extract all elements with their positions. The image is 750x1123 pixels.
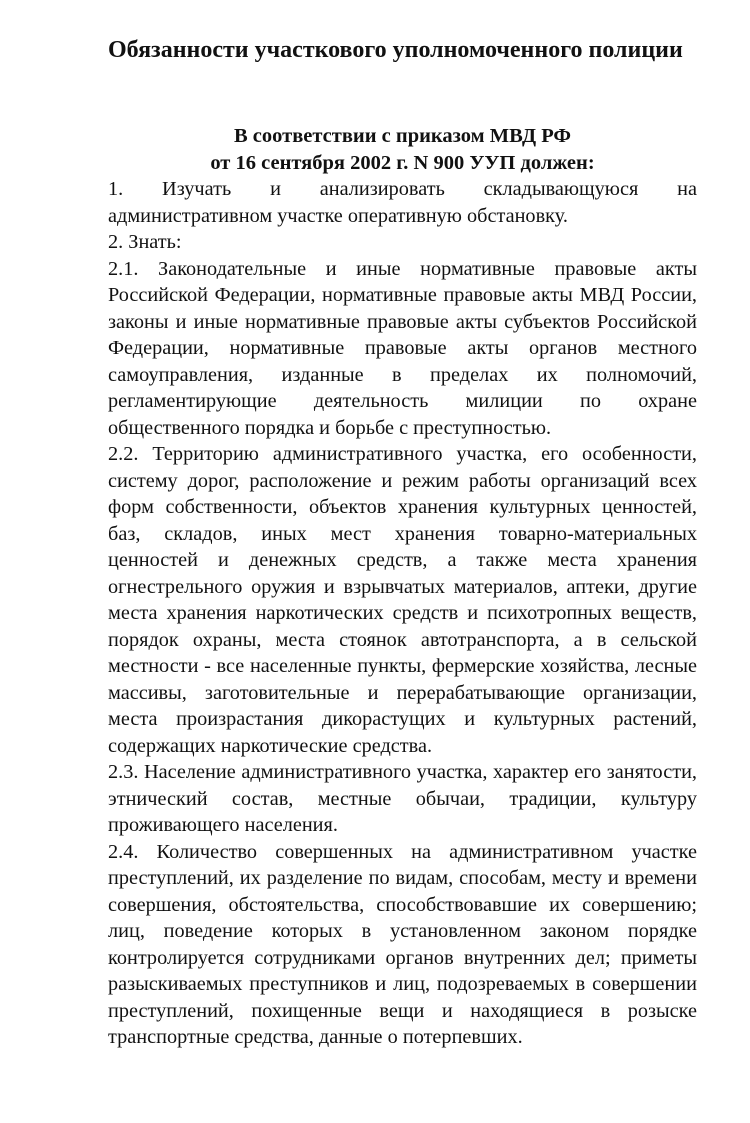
subtitle-line-order: В соответствии с приказом МВД РФ: [234, 125, 571, 147]
paragraph-2-4: 2.4. Количество совершенных на административном участке преступлений, их разделение по видам, способам, месту и времени совершения, обстоятельства, способствовавшие их совершению; лиц, поведение которых в установленном законом порядке контролируется сотрудниками органов внутренних дел; приметы разыскиваемых преступников и лиц, подозреваемых в совершении преступлений, похищенные вещи и находящиеся в розыске транспортные средства, данные о потерпевших.: [108, 840, 697, 1048]
paragraph-2-2: 2.2. Территорию административного участка, его особенности, систему дорог, расположение и режим работы организаций всех форм собственности, объектов хранения культурных ценностей, баз, складов, иных мест хранения товарно-материальных ценностей и денежных средств, а также места хранения огнестрельного оружия и взрывчатых материалов, аптеки, другие места хранения наркотических средств и психотропных веществ, порядок охраны, места стоянок автотранспорта, а в сельской местности - все населенные пункты, фермерские хозяйства, лесные массивы, заготовительные и перерабатывающие организации, места произрастания дикорастущих и культурных растений, содержащих наркотические средства.: [108, 443, 697, 757]
subtitle-line-date: от 16 сентября 2002 г. N 900 УУП должен:: [210, 151, 595, 174]
document-subtitle: [108, 123, 697, 176]
paragraph-1: 1. Изучать и анализировать складывающуюся на административном участке оперативную обстановку.: [108, 178, 697, 227]
document-title: Обязанности участкового уполномоченного полиции: [108, 37, 683, 63]
paragraph-2: 2. Знать:: [108, 231, 182, 253]
document-body: [108, 176, 697, 1051]
paragraph-2-3: 2.3. Население административного участка, характер его занятости, этнический состав, местные обычаи, традиции, культуру проживающего населения.: [108, 761, 697, 836]
paragraph-2-1: 2.1. Законодательные и иные нормативные правовые акты Российской Федерации, нормативные правовые акты МВД России, законы и иные нормативные правовые акты субъектов Российской Федерации, нормативные правовые акты органов местного самоуправления, изданные в пределах их полномочий, регламентирующие деятельность милиции по охране общественного порядка и борьбе с преступностью.: [108, 257, 697, 439]
